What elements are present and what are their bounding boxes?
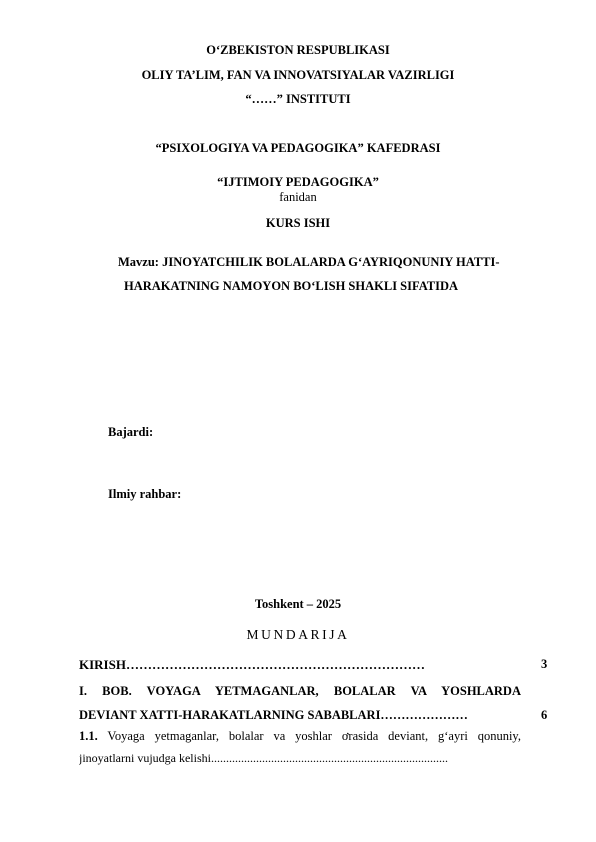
- toc-entry-chapter1-line1: I. BOB. VOYAGA YETMAGANLAR, BOLALAR VA YOSHLARDA: [79, 684, 521, 698]
- toc-entry-intro: KIRISH……………………………………………………………: [79, 657, 425, 672]
- department-name: “PSIXOLOGIYA VA PEDAGOGIKA” KAFEDRASI: [155, 141, 441, 155]
- toc-entry-section-number: 1.1.: [79, 729, 98, 743]
- supervisor-label: Ilmiy rahbar:: [108, 487, 182, 501]
- completed-by-label: Bajardi:: [108, 425, 154, 439]
- topic-line-2: HARAKATNING NAMOYON BO‘LISH SHAKLI SIFATIDA: [124, 279, 459, 293]
- toc-entry-section-1-1-line2: jinoyatlarni vujudga kelishi...............................................................................: [79, 751, 448, 765]
- toc-entry-intro-page: 3: [541, 657, 548, 671]
- toc-entry-section-1-1-text: Voyaga yetmaganlar, bolalar va yoshlar ơrasida deviant, g‘ayri qonuniy,: [107, 729, 521, 743]
- subject-suffix: fanidan: [279, 190, 317, 204]
- toc-entry-chapter1-page: 6: [541, 708, 548, 722]
- topic-line-1: Mavzu: JINOYATCHILIK BOLALARDA G‘AYRIQONUNIY HATTI-: [118, 255, 500, 269]
- ministry-name: OLIY TA’LIM, FAN VA INNOVATSIYALAR VAZIRLIGI: [141, 68, 455, 82]
- country-name: O‘ZBEKISTON RESPUBLIKASI: [206, 43, 390, 57]
- city-year: Toshkent – 2025: [254, 597, 342, 611]
- toc-entry-chapter1-line2: DEVIANT XATTI-HARAKATLARNING SABABLARI…………………: [79, 708, 468, 722]
- subject-name: “IJTIMOIY PEDAGOGIKA”: [217, 175, 379, 189]
- toc-entry-section-1-1-line1: [79, 729, 521, 744]
- toc-heading: MUNDARIJA: [246, 627, 350, 642]
- institute-name: “……” INSTITUTI: [245, 92, 351, 106]
- work-type: KURS ISHI: [265, 216, 331, 230]
